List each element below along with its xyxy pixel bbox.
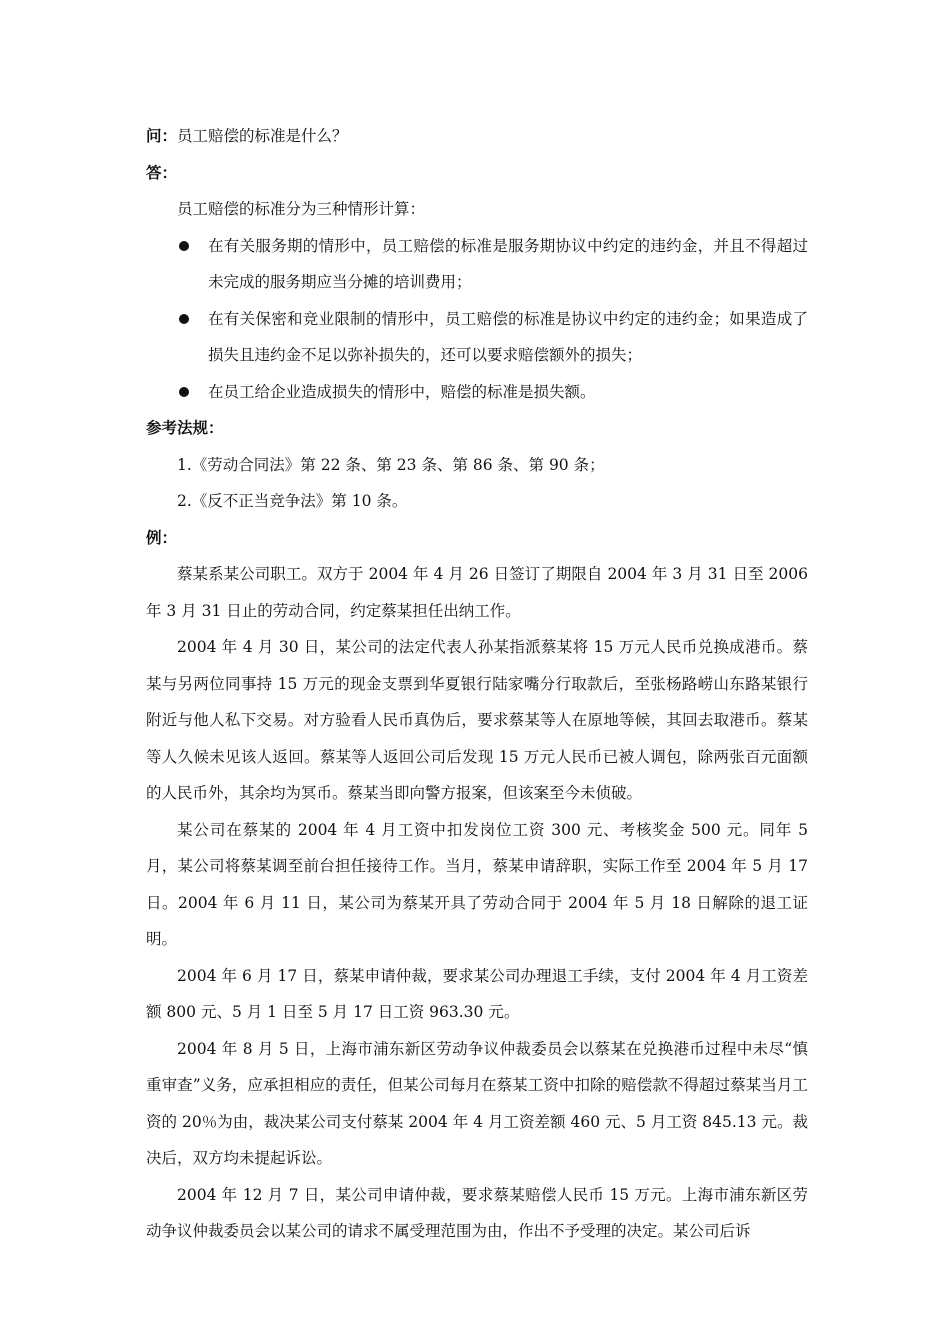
bullet-dot-icon	[179, 314, 189, 324]
bullet-text: 在员工给企业造成损失的情形中，赔偿的标准是损失额。	[208, 382, 596, 401]
question-label: 问：	[146, 126, 178, 145]
bullet-text: 在有关保密和竞业限制的情形中，员工赔偿的标准是协议中约定的违约金；如果造成了损失且违约金不足以弥补损失的，还可以要求赔偿额外的损失；	[208, 309, 808, 364]
example-paragraph: 某公司在蔡某的 2004 年 4 月工资中扣发岗位工资 300 元、考核奖金 500 元。同年 5 月，某公司将蔡某调至前台担任接待工作。当月，蔡某申请辞职，实际工作至 2004 年 5 月 17 日。2004 年 6 月 11 日，某公司为蔡某开具了劳动合同于 2004 年 5 月 18 日解除的退工证明。	[146, 820, 808, 948]
answer-bullet	[146, 301, 808, 374]
answer-bullet	[146, 374, 808, 411]
example-paragraph: 2004 年 4 月 30 日，某公司的法定代表人孙某指派蔡某将 15 万元人民币兑换成港币。蔡某与另两位同事持 15 万元的现金支票到华夏银行陆家嘴分行取款后，至张杨路崂山东路某银行附近与他人私下交易。对方验看人民币真伪后，要求蔡某等人在原地等候，其回去取港币。蔡某等人久候未见该人返回。蔡某等人返回公司后发现 15 万元人民币已被人调包，除两张百元面额的人民币外，其余均为冥币。蔡某当即向警方报案，但该案至今未侦破。	[146, 638, 808, 802]
bullet-dot-icon	[179, 241, 189, 251]
example-paragraph: 蔡某系某公司职工。双方于 2004 年 4 月 26 日签订了期限自 2004 年 3 月 31 日至 2006 年 3 月 31 日止的劳动合同，约定蔡某担任出纳工作。	[146, 565, 808, 620]
example-paragraph: 2004 年 6 月 17 日，蔡某申请仲裁，要求某公司办理退工手续，支付 2004 年 4 月工资差额 800 元、5 月 1 日至 5 月 17 日工资 963.30 元。	[146, 966, 808, 1021]
answer-label: 答：	[146, 162, 178, 182]
answer-bullet	[146, 228, 808, 301]
question-text: 员工赔偿的标准是什么？	[177, 127, 348, 145]
example-label: 例：	[146, 527, 178, 547]
bullet-text: 在有关服务期的情形中，员工赔偿的标准是服务期协议中约定的违约金，并且不得超过未完成的服务期应当分摊的培训费用；	[208, 236, 808, 291]
references-label: 参考法规：	[146, 418, 224, 437]
bullet-dot-icon	[179, 387, 189, 397]
example-paragraph: 2004 年 12 月 7 日，某公司申请仲裁，要求蔡某赔偿人民币 15 万元。上海市浦东新区劳动争议仲裁委员会以某公司的请求不属受理范围为由，作出不予受理的决定。某公司后诉	[146, 1185, 808, 1240]
answer-intro: 员工赔偿的标准分为三种情形计算：	[177, 200, 426, 218]
question-line	[146, 118, 808, 155]
reference-item: 2.《反不正当竞争法》第 10 条。	[177, 492, 408, 510]
example-paragraph: 2004 年 8 月 5 日，上海市浦东新区劳动争议仲裁委员会以蔡某在兑换港币过程中未尽“慎重审查”义务，应承担相应的责任，但某公司每月在蔡某工资中扣除的赔偿款不得超过蔡某当月工资的 20％为由，裁决某公司支付蔡某 2004 年 4 月工资差额 460 元、5 月工资 845.13 元。裁决后，双方均未提起诉讼。	[146, 1039, 808, 1167]
reference-item: 1.《劳动合同法》第 22 条、第 23 条、第 86 条、第 90 条；	[177, 455, 605, 474]
document-body	[146, 118, 808, 1250]
